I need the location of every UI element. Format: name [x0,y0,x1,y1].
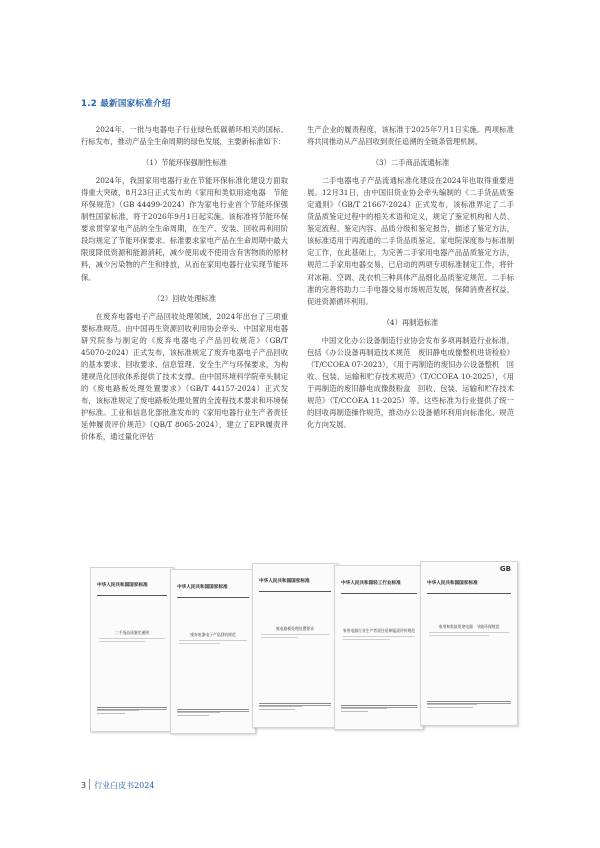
footer-title: 行业白皮书2024 [94,781,155,790]
cover-subtext [179,640,247,646]
cover-header: 中华人民共和国国家标准 [259,578,331,592]
cover-header: 中华人民共和国轻工行业标准 [341,580,417,594]
intro-paragraph: 2024年，一批与电器电子行业绿色低碳循环相关的国标、行标发布，推动产品全生命周期的绿色发展，主要新标准如下： [81,125,288,147]
recycling-continued-paragraph: 生产企业的履责程度，该标准于2025年7月1日实施。两项标准将共同推动从产品回收到责任追溯的全链条管理机制。 [307,125,514,147]
subheading-secondhand-standard: （3）二手商品流通标准 [371,158,450,168]
cover-subtext [429,632,509,638]
remanufacturing-standard-paragraph: 中国文化办公设备制造行业协会发布多项再制造行业标准，包括《办公设备再制造技术规范 废旧静电成像整机进货检验》（T/CCOEA 07-2023），《用于再制造的废旧办公设备整机 回收、包装、运输和贮存技术规范》（T/CCOEA 10-2025），《用于再制造的废旧静电成像鼓粉盒 回收、包装、运输和贮存技术规范》（T/CCOEA 11-2025）等。这些标准为行业提供了统一的回收再制造操作规范，推动办公设备循环利用向标准化、规范化方向发展。 [307,335,514,430]
standard-cover-1 [90,567,174,732]
cover-subtext [99,638,165,644]
secondhand-standard-paragraph: 二手电器电子产品流通标准化建设在2024年也取得重要进展。12月31日，由中国旧货业协会牵头编制的《二手货品质鉴定通则》（GB/T 21667-2024）正式发布，该标准界定了二手货品质鉴定过程中的相关术语和定义，规定了鉴定机构和人员、鉴定流程、鉴定内容、品质分级和鉴定报告，描述了鉴定方法，该标准适用于再流通的二手货品质鉴定。家电院深度参与标准制定工作，在此基础上，为完善二手家用电器产品品质鉴定方法，规范二手家用电器交易，已启动的两项专项标准制定工作，将针对冰箱、空调、洗衣机三种具体产品细化品质鉴定规范。二手标准的完善将助力二手电器交易市场规范发展，保障消费者权益，促进资源循环利用。 [307,176,514,306]
cover-header: 中华人民共和国国家标准 [97,582,167,596]
subheading-remanufacturing-standard: （4）再制造标准 [382,317,439,327]
left-column [81,124,288,443]
standard-cover-3 [252,563,338,728]
cover-footer [259,703,331,713]
cover-title: 家用和类似用途电器 节能环保规范 [438,624,500,629]
subheading-energy-standard: （1）节能环保强制性标准 [142,158,227,168]
section-heading: 1.2 最新国家标准介绍 [81,99,171,109]
cover-footer [97,707,167,717]
energy-standard-paragraph: 2024年，我国家用电器行业在节能环保标准化建设方面取得重大突破，8月23日正式发布的《家用和类似用途电器 节能环保规范》（GB 44499-2024）作为家电行业首个节能环保强制性国家标准，将于2026年9月1日起实施。该标准将节能环保要求贯穿家电产品的全生命周期，在生产、安装、回收再利用阶段均规定了节能环保要求。标准要求家电产品在生命周期中最大限度降低资源和能源消耗，减少使用或不使用含有害物质的原材料，减少污染物的产生和排放，从而在家用电器行业实现节能环保。 [81,176,288,282]
cover-title: 家用电器行业生产者责任延伸履责评价规范 [342,628,416,633]
page-footer [81,779,154,791]
page-number: 3 [81,781,87,790]
cover-footer [177,709,249,719]
cover-footer [341,705,417,715]
right-column [307,124,514,431]
cover-title: 废电路板处理处置要求 [276,626,314,631]
cover-header: 中华人民共和国国家标准 [427,580,511,594]
standard-cover-5 [420,561,518,726]
standard-cover-2 [170,569,256,734]
gb-logo: GB [499,565,511,573]
cover-header: 中华人民共和国国家标准 [177,584,249,598]
footer-divider [89,779,90,790]
standard-covers-image [90,567,518,740]
cover-subtext [261,634,329,640]
subheading-recycling-standard: （2）回收处理标准 [152,293,217,303]
cover-title: 废弃电器电子产品回收规范 [190,632,236,637]
cover-title: 二手货品质鉴定通则 [114,630,150,635]
standard-cover-4 [334,565,424,730]
recycling-standard-paragraph: 在废弃电器电子产品回收处理领域，2024年出台了三项重要标准规范。由中国再生资源回收利用协会牵头、中国家用电器研究院参与制定的《废弃电器电子产品回收规范》（GB/T 45070-2024）正式发布，该标准规定了废弃电器电子产品回收的基本要求、回收要求、信息管理、安全生产与环保要求，为构建规范化回收体系提供了技术支撑。由中国环境科学院牵头制定的《废电路板处理处置要求》（GB/T 44157-2024）正式发布，该标准规定了废电路板处理处置的全流程技术要求和环境保护标准。工业和信息化部批准发布的《家用电器行业生产者责任延伸履责评价规范》（QB/T 8065-2024），建立了EPR履责评价体系，通过量化评估 [81,311,288,442]
cover-footer [427,701,511,711]
cover-subtext [343,636,415,642]
